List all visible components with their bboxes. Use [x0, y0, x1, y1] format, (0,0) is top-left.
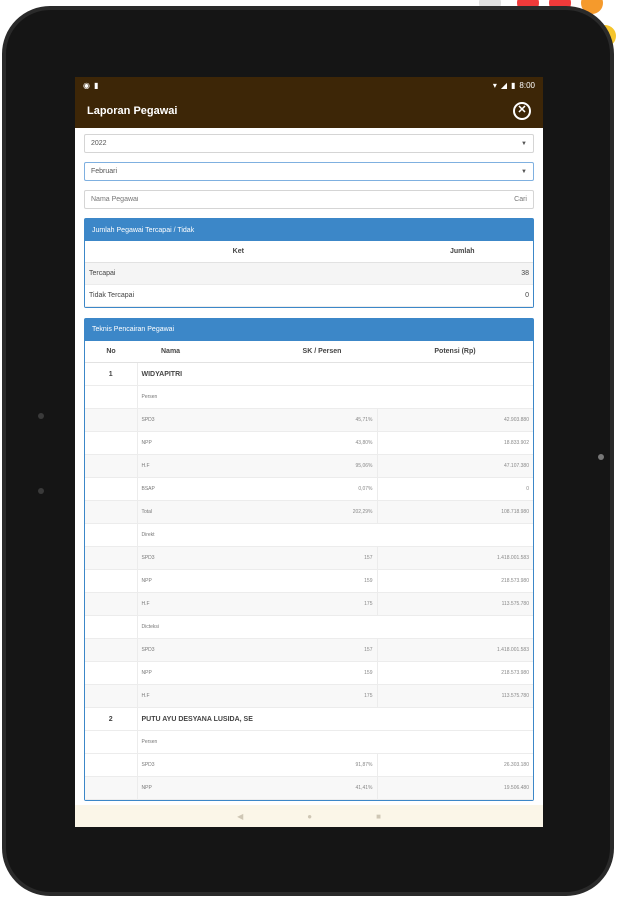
item-persen: 95,06% — [267, 455, 377, 478]
item-label: NPP — [137, 662, 267, 685]
item-potensi: 19.506.480 — [377, 777, 533, 800]
employee-name: WIDYAPITRI — [137, 363, 533, 386]
item-label: H.F — [137, 593, 267, 616]
battery-icon: ▮ — [511, 80, 516, 90]
item-label: H.F — [137, 685, 267, 708]
page-title: Laporan Pegawai — [87, 104, 178, 117]
row-number-empty — [85, 547, 137, 570]
item-label: NPP — [137, 432, 267, 455]
table-row — [85, 409, 533, 432]
row-number-empty — [85, 731, 137, 754]
item-label: SPD3 — [137, 547, 267, 570]
table-row — [85, 662, 533, 685]
chevron-down-icon: ▼ — [521, 140, 527, 147]
table-row — [85, 524, 533, 547]
item-persen: 91,87% — [267, 754, 377, 777]
section-label: Direkt — [137, 524, 533, 547]
section-label: Dicteksi — [137, 616, 533, 639]
item-label: H.F — [137, 455, 267, 478]
home-icon[interactable]: ● — [307, 811, 313, 821]
summary-title: Jumlah Pegawai Tercapai / Tidak — [85, 219, 533, 241]
nav-bar — [75, 805, 543, 827]
summary-ket: Tercapai — [85, 262, 392, 284]
item-potensi: 218.573.980 — [377, 662, 533, 685]
item-potensi: 42.903.880 — [377, 409, 533, 432]
table-row — [85, 262, 533, 284]
row-number-empty — [85, 662, 137, 685]
app-bar — [75, 93, 543, 128]
camera-dot — [38, 413, 44, 419]
month-value: Februari — [91, 168, 118, 175]
item-persen: 43,80% — [267, 432, 377, 455]
detail-table — [85, 341, 533, 801]
status-time: 8:00 — [519, 80, 535, 90]
item-potensi: 26.303.180 — [377, 754, 533, 777]
table-row — [85, 639, 533, 662]
month-select[interactable] — [84, 162, 534, 181]
row-number: 1 — [85, 363, 137, 386]
content — [75, 128, 543, 801]
row-number-empty — [85, 593, 137, 616]
item-persen: 157 — [267, 639, 377, 662]
year-value: 2022 — [91, 140, 107, 147]
detail-header-nama: Nama — [137, 341, 267, 363]
item-persen: 159 — [267, 570, 377, 593]
table-row — [85, 386, 533, 409]
detail-panel — [84, 318, 534, 802]
item-label: Total — [137, 501, 267, 524]
table-row — [85, 685, 533, 708]
status-bar — [75, 77, 543, 93]
table-row — [85, 501, 533, 524]
recents-icon[interactable]: ■ — [376, 811, 381, 821]
item-potensi: 113.575.780 — [377, 685, 533, 708]
summary-ket: Tidak Tercapai — [85, 284, 392, 306]
search-field — [84, 190, 534, 209]
row-number-empty — [85, 386, 137, 409]
item-label: SPD3 — [137, 409, 267, 432]
row-number: 2 — [85, 708, 137, 731]
item-label: NPP — [137, 570, 267, 593]
item-potensi: 1.418.001.583 — [377, 639, 533, 662]
table-row — [85, 284, 533, 306]
table-row — [85, 593, 533, 616]
summary-header-jumlah: Jumlah — [392, 241, 533, 262]
chevron-down-icon: ▼ — [521, 168, 527, 175]
table-row — [85, 570, 533, 593]
item-persen: 0,07% — [267, 478, 377, 501]
item-persen: 175 — [267, 685, 377, 708]
search-input[interactable] — [91, 196, 440, 203]
sim-icon: ▮ — [93, 80, 99, 90]
item-label: BSAP — [137, 478, 267, 501]
app-screen — [75, 77, 543, 827]
item-potensi: 218.573.980 — [377, 570, 533, 593]
item-persen: 41,41% — [267, 777, 377, 800]
item-persen: 159 — [267, 662, 377, 685]
detail-header-persen: SK / Persen — [267, 341, 377, 363]
light-dot — [598, 454, 604, 460]
section-label: Persen — [137, 731, 533, 754]
item-potensi: 113.575.780 — [377, 593, 533, 616]
table-row — [85, 547, 533, 570]
item-label: SPD3 — [137, 639, 267, 662]
row-number-empty — [85, 616, 137, 639]
item-persen: 202,29% — [267, 501, 377, 524]
detail-header-no: No — [85, 341, 137, 363]
item-potensi: 0 — [377, 478, 533, 501]
summary-jumlah: 0 — [392, 284, 533, 306]
row-number-empty — [85, 570, 137, 593]
row-number-empty — [85, 478, 137, 501]
item-persen: 45,71% — [267, 409, 377, 432]
item-persen: 157 — [267, 547, 377, 570]
item-potensi: 108.718.980 — [377, 501, 533, 524]
row-number-empty — [85, 409, 137, 432]
sensor-dot — [38, 488, 44, 494]
summary-jumlah: 38 — [392, 262, 533, 284]
table-row — [85, 708, 533, 731]
item-label: SPD3 — [137, 754, 267, 777]
table-row — [85, 478, 533, 501]
summary-header-ket: Ket — [85, 241, 392, 262]
table-row — [85, 754, 533, 777]
row-number-empty — [85, 432, 137, 455]
item-potensi: 47.107.380 — [377, 455, 533, 478]
table-row — [85, 777, 533, 800]
back-icon[interactable]: ◀ — [237, 811, 244, 821]
detail-header-potensi: Potensi (Rp) — [377, 341, 533, 363]
wifi-icon: ▾ — [492, 80, 497, 90]
item-label: NPP — [137, 777, 267, 800]
row-number-empty — [85, 639, 137, 662]
row-number-empty — [85, 455, 137, 478]
row-number-empty — [85, 501, 137, 524]
circle-icon: ◉ — [83, 80, 90, 90]
year-select[interactable] — [84, 134, 534, 153]
item-potensi: 1.418.001.583 — [377, 547, 533, 570]
row-number-empty — [85, 524, 137, 547]
table-row — [85, 616, 533, 639]
row-number-empty — [85, 754, 137, 777]
row-number-empty — [85, 685, 137, 708]
close-icon[interactable]: ✕ — [513, 102, 531, 120]
signal-icon: ◢ — [500, 80, 508, 90]
item-persen: 175 — [267, 593, 377, 616]
section-label: Persen — [137, 386, 533, 409]
table-row — [85, 455, 533, 478]
employee-name: PUTU AYU DESYANA LUSIDA, SE — [137, 708, 533, 731]
row-number-empty — [85, 777, 137, 800]
search-button[interactable]: Cari — [514, 196, 527, 203]
table-row — [85, 432, 533, 455]
summary-panel — [84, 218, 534, 308]
detail-title: Teknis Pencairan Pegawai — [85, 319, 533, 341]
table-row — [85, 731, 533, 754]
table-row — [85, 363, 533, 386]
item-potensi: 18.833.902 — [377, 432, 533, 455]
summary-table — [85, 241, 533, 307]
